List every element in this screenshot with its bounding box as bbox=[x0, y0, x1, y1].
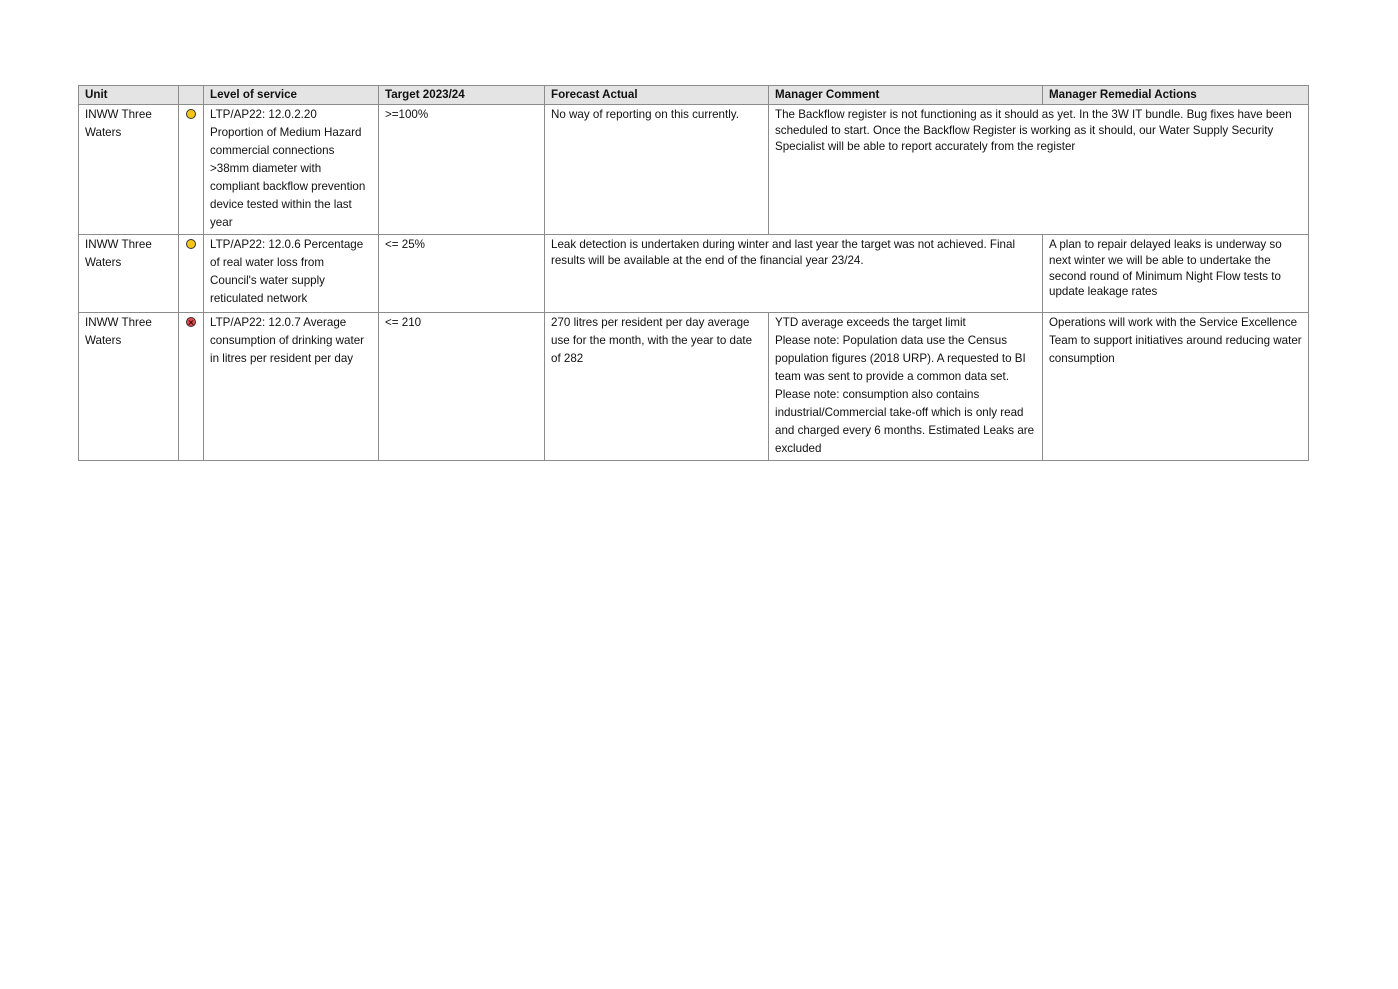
amber-status-icon bbox=[186, 239, 196, 249]
unit-cell: INWW Three Waters bbox=[79, 105, 179, 235]
forecast-actual-cell: No way of reporting on this currently. bbox=[545, 105, 769, 235]
forecast-actual-cell: 270 litres per resident per day average use for the month, with the year to date of 282 bbox=[545, 313, 769, 461]
unit-cell: INWW Three Waters bbox=[79, 313, 179, 461]
red-cross-status-icon bbox=[186, 317, 196, 327]
header-unit: Unit bbox=[79, 86, 179, 105]
target-cell: <= 25% bbox=[379, 235, 545, 313]
table-row bbox=[79, 313, 1309, 461]
comment-line: YTD average exceeds the target limit bbox=[775, 316, 966, 329]
level-of-service-cell: LTP/AP22: 12.0.6 Percentage of real water loss from Council's water supply reticulated network bbox=[204, 235, 379, 313]
level-of-service-table bbox=[78, 85, 1309, 461]
manager-comment-cell bbox=[769, 313, 1043, 461]
forecast-actual-cell: Leak detection is undertaken during winter and last year the target was not achieved. Final results will be available at the end of the financial year 23/24. bbox=[545, 235, 1043, 313]
manager-remedial-actions-cell: Operations will work with the Service Excellence Team to support initiatives around reducing water consumption bbox=[1043, 313, 1309, 461]
header-manager-comment: Manager Comment bbox=[769, 86, 1043, 105]
level-of-service-cell: LTP/AP22: 12.0.7 Average consumption of drinking water in litres per resident per day bbox=[204, 313, 379, 461]
header-level-of-service: Level of service bbox=[204, 86, 379, 105]
report-table-container bbox=[78, 85, 1309, 461]
status-cell bbox=[179, 235, 204, 313]
amber-status-icon bbox=[186, 109, 196, 119]
target-cell: >=100% bbox=[379, 105, 545, 235]
comment-line: Please note: consumption also contains industrial/Commercial take-off which is only read and charged every 6 months. Estimated Leaks are excluded bbox=[775, 388, 1035, 455]
unit-cell: INWW Three Waters bbox=[79, 235, 179, 313]
table-row bbox=[79, 105, 1309, 235]
header-status bbox=[179, 86, 204, 105]
target-cell: <= 210 bbox=[379, 313, 545, 461]
header-forecast-actual: Forecast Actual bbox=[545, 86, 769, 105]
header-manager-remedial-actions: Manager Remedial Actions bbox=[1043, 86, 1309, 105]
table-header-row bbox=[79, 86, 1309, 105]
level-of-service-cell: LTP/AP22: 12.0.2.20 Proportion of Medium Hazard commercial connections >38mm diameter with compliant backflow prevention device tested within the last year bbox=[204, 105, 379, 235]
header-target: Target 2023/24 bbox=[379, 86, 545, 105]
table-row bbox=[79, 235, 1309, 313]
manager-remedial-actions-cell: A plan to repair delayed leaks is underway so next winter we will be able to undertake the second round of Minimum Night Flow tests to update leakage rates bbox=[1043, 235, 1309, 313]
status-cell bbox=[179, 313, 204, 461]
manager-comment-cell: The Backflow register is not functioning as it should as yet. In the 3W IT bundle. Bug fixes have been scheduled to start. Once the Backflow Register is working as it should, our Water Supply Security Specialist will be able to report accurately from the register bbox=[769, 105, 1309, 235]
comment-line: Please note: Population data use the Census population figures (2018 URP). A requested to BI team was sent to provide a common data set. bbox=[775, 334, 1026, 383]
status-cell bbox=[179, 105, 204, 235]
